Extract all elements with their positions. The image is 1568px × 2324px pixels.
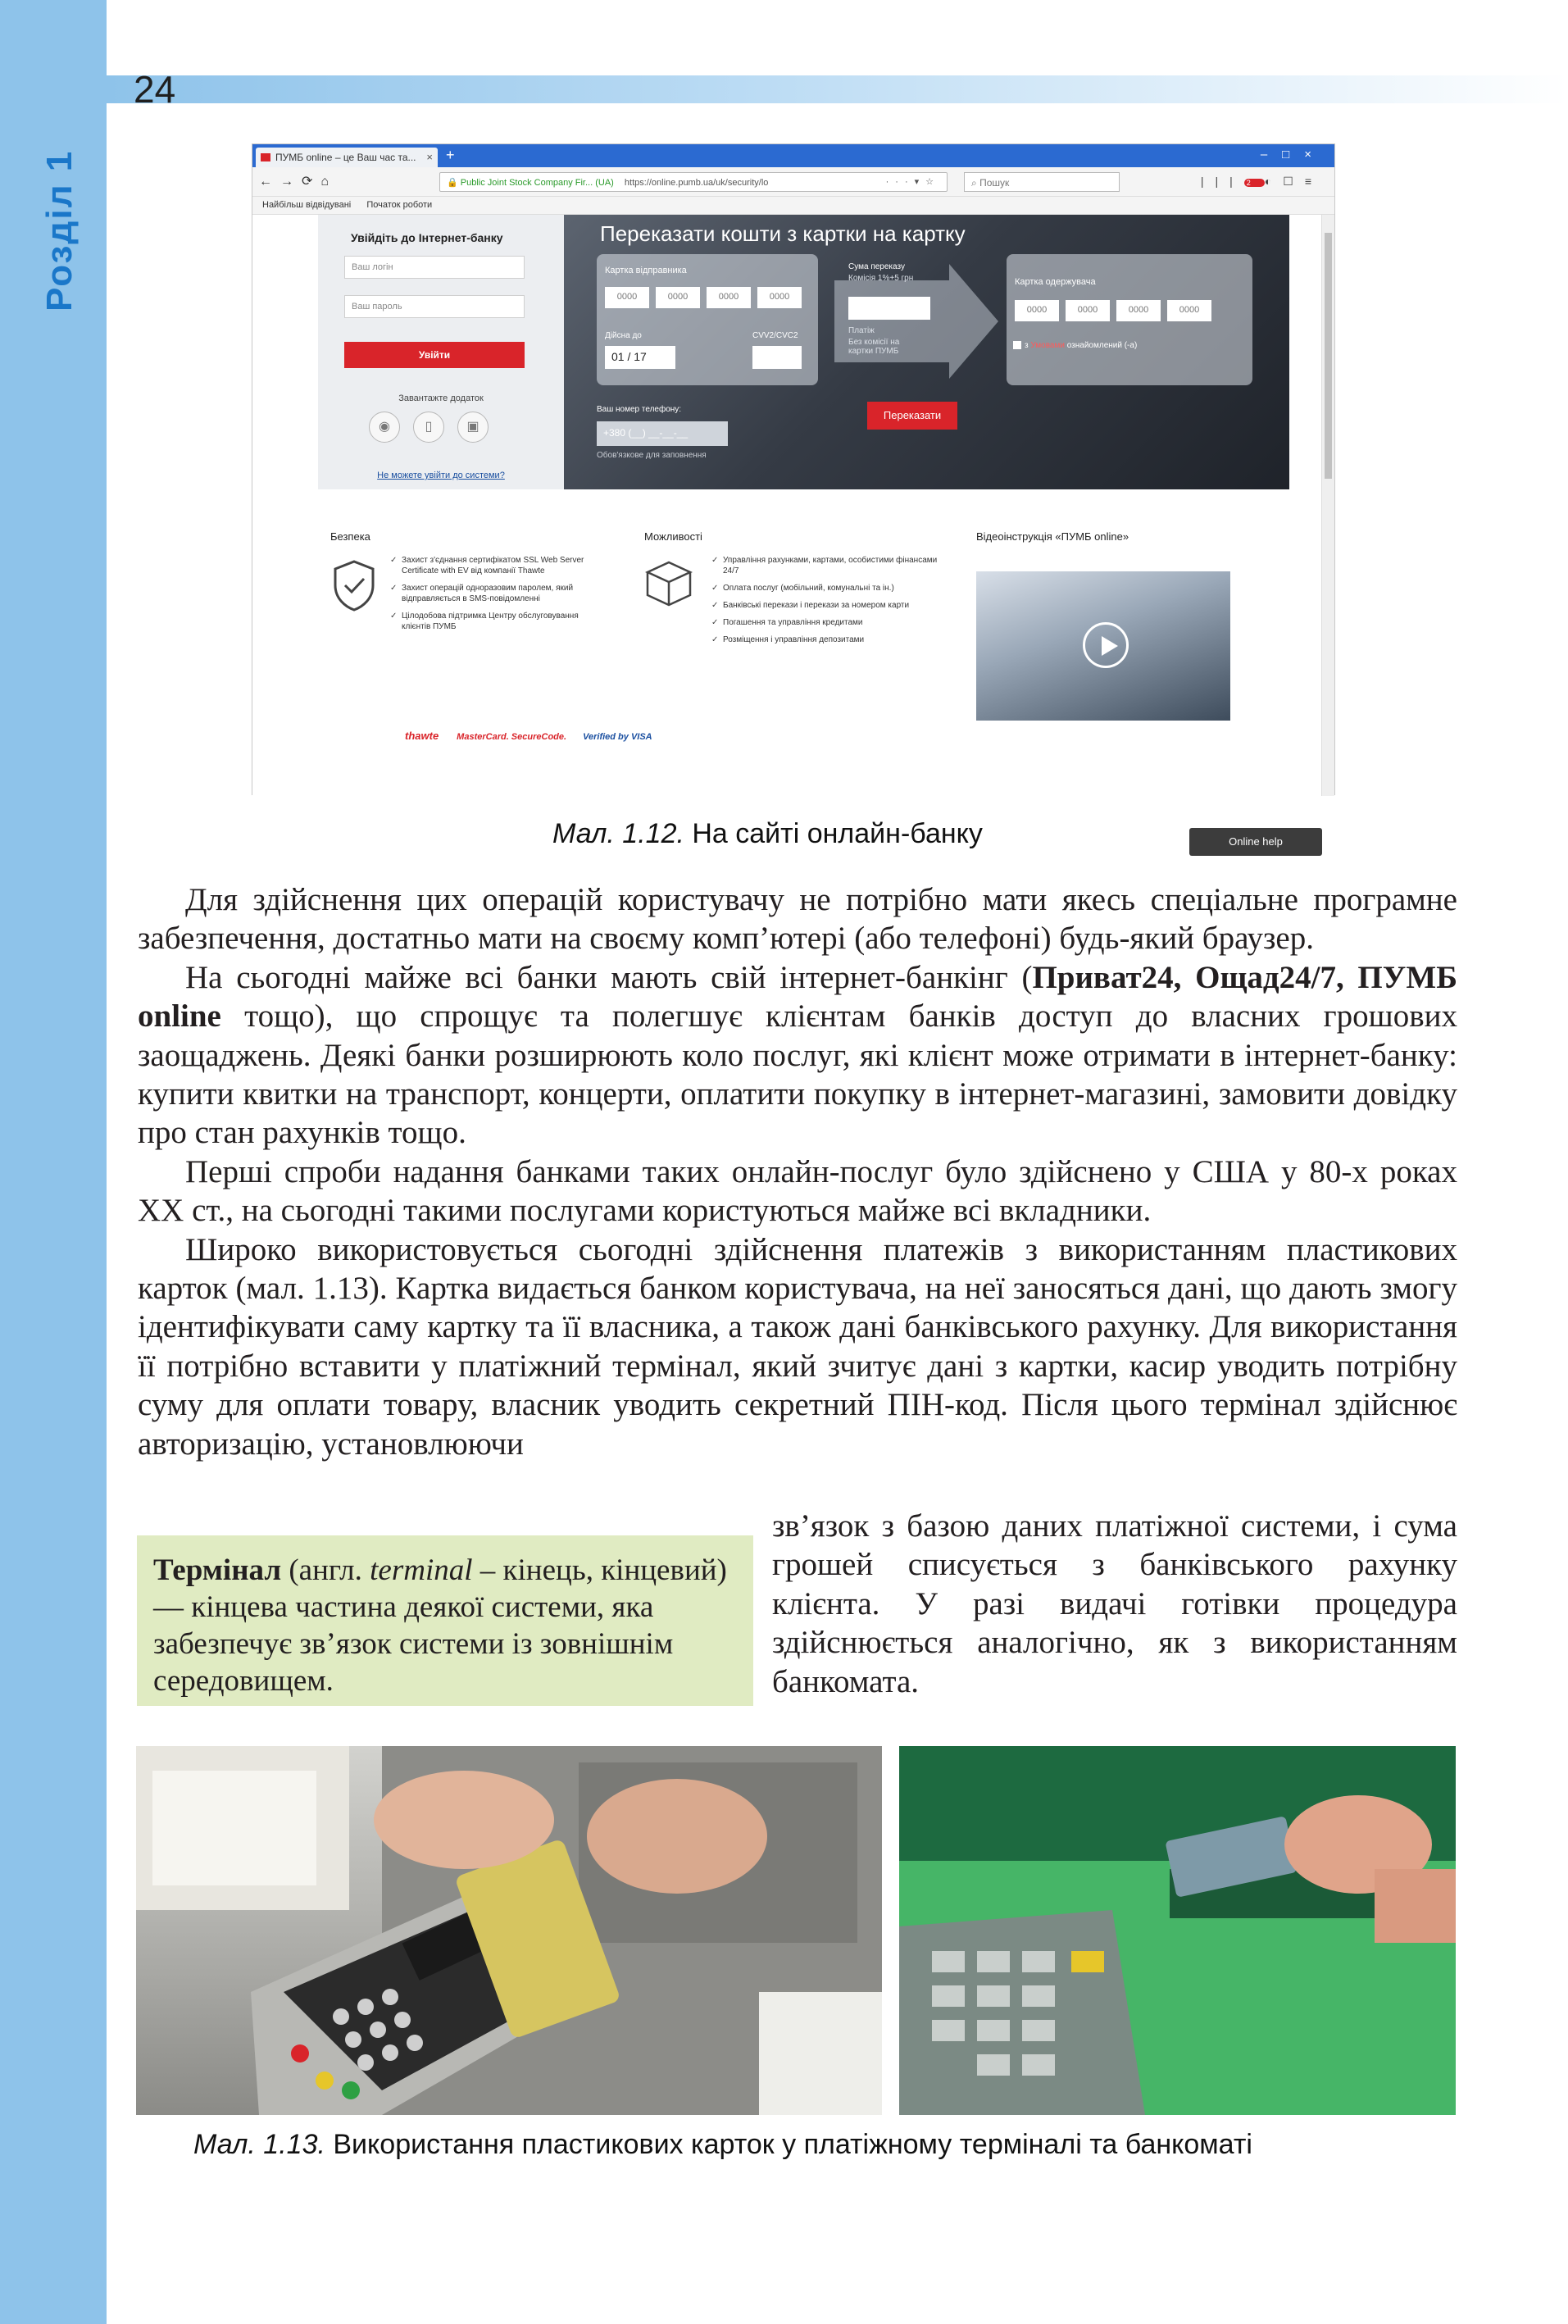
online-help-button[interactable]: Online help — [1189, 828, 1322, 856]
ios-icon[interactable]: ▯ — [413, 412, 444, 443]
search-placeholder: Пошук — [979, 177, 1010, 189]
terminal-illustration — [136, 1746, 882, 2115]
phone-input[interactable]: +380 (__) __-__-__ — [597, 421, 728, 446]
notification-badge: 2 — [1244, 179, 1265, 187]
transfer-title: Переказати кошти з картки на картку — [600, 221, 966, 246]
bank-names: Приват24, Ощад24/7, ПУМБ online — [138, 959, 1457, 1035]
scrollbar-thumb[interactable] — [1325, 233, 1332, 479]
sender-card-number[interactable] — [605, 287, 808, 308]
payment-terminal-photo — [136, 1746, 882, 2115]
definition-text: – кінець, кінцевий) — кінцева частина деякої системи, яка забезпечує зв’язок системи із зовнішнім середовищем. — [153, 1553, 727, 1698]
thawte-logo: thawte — [405, 730, 439, 742]
play-icon[interactable] — [1083, 622, 1129, 668]
browser-tab[interactable] — [256, 148, 438, 167]
tab-title: ПУМБ online – це Ваш час та... — [275, 152, 416, 163]
sender-card-label: Картка відправника — [605, 266, 687, 275]
cvv-input[interactable] — [752, 346, 802, 369]
trust-logos — [405, 730, 652, 742]
login-panel — [318, 215, 564, 489]
atm-illustration — [899, 1746, 1456, 2115]
password-input[interactable]: Ваш пароль — [344, 295, 525, 318]
windows-phone-icon[interactable]: ▣ — [457, 412, 489, 443]
url-bar[interactable] — [439, 172, 948, 192]
options-title: Можливості — [644, 530, 702, 543]
consent-prefix: з — [1025, 341, 1029, 350]
search-input[interactable] — [964, 172, 1120, 192]
fee-note: Комісія 1%+5 грн — [848, 274, 914, 283]
definition-term: Термінал — [153, 1553, 282, 1587]
recipient-card — [1007, 254, 1252, 385]
valid-input[interactable]: 01 / 17 — [605, 346, 675, 369]
valid-label: Дійсна до — [605, 331, 642, 340]
list-item: ✓ Управління рахунками, картами, особистими фінансами 24/7 — [711, 555, 949, 576]
terms-link[interactable]: Умовами — [1030, 341, 1065, 350]
fee-note-pumb: Без комісії на картки ПУМБ — [848, 338, 900, 356]
phone-label: Ваш номер телефону: — [597, 405, 682, 414]
figure-number: Мал. 1.12. — [552, 818, 684, 849]
list-item: ✓ Захист з'єднання сертифікатом SSL Web Server Certificate with EV від компанії Thawte — [390, 555, 607, 576]
consent-row[interactable] — [1013, 341, 1137, 350]
android-icon[interactable]: ◉ — [369, 412, 400, 443]
sender-card — [597, 254, 818, 385]
list-item: ✓ Захист операцій одноразовим паролем, який відправляється в SMS-повідомленні — [390, 583, 607, 604]
video-thumbnail[interactable] — [976, 571, 1230, 721]
security-title: Безпека — [330, 530, 370, 543]
card-digit-group[interactable]: 0000 — [1167, 300, 1211, 321]
card-digit-group[interactable]: 0000 — [1066, 300, 1110, 321]
security-list — [390, 555, 607, 639]
card-digit-group[interactable]: 0000 — [1116, 300, 1161, 321]
definition-box — [137, 1535, 753, 1706]
bookmark-most-visited[interactable]: Найбільш відвідувані — [262, 200, 352, 210]
shield-icon — [332, 559, 376, 612]
amount-input[interactable] — [848, 297, 930, 320]
browser-titlebar — [252, 144, 1334, 167]
login-title: Увійдіть до Інтернет-банку — [351, 231, 503, 244]
card-digit-group[interactable]: 0000 — [656, 287, 700, 308]
nav-buttons[interactable]: ←→⟳⌂ — [259, 175, 338, 189]
figure-caption-1 — [552, 818, 983, 850]
transfer-button[interactable]: Переказати — [867, 402, 957, 430]
download-app-label: Завантажте додаток — [398, 393, 484, 403]
figure-caption-text: На сайті онлайн-банку — [684, 818, 983, 849]
mastercard-securecode-logo: MasterCard. SecureCode. — [457, 732, 567, 742]
window-controls[interactable]: –□× — [1260, 148, 1326, 161]
phone-note: Обов'язкове для заповнення — [597, 451, 707, 460]
lock-icon: 🔒 — [447, 178, 461, 188]
card-digit-group[interactable]: 0000 — [1015, 300, 1059, 321]
side-color-band — [0, 0, 107, 2324]
close-tab-icon[interactable]: × — [426, 151, 433, 163]
top-color-band — [107, 75, 1568, 103]
search-icon: ⌕ — [971, 177, 980, 189]
url-organization: Public Joint Stock Company Fir... (UA) — [460, 178, 614, 188]
text-run: тощо), що спрощує та полегшує клієнтам банків доступ до власних грошових заощаджень. Деякі банки розширюють коло послуг, які клієнт може отримати в інтернет-банку: купити квитки на транспорт, концерти, оплатити покупку в інтернет-магазині, замовити довідку про стан рахунків тощо. — [138, 998, 1457, 1151]
figure-caption-2 — [193, 2129, 1252, 2161]
options-list — [711, 555, 949, 652]
list-item: ✓ Розміщення і управління депозитами — [711, 634, 949, 645]
text-run: На сьогодні майже всі банки мають свій інтернет-банкінг ( — [185, 959, 1033, 995]
paragraph — [138, 958, 1457, 1153]
amount-label: Сума переказу — [848, 262, 905, 271]
url-path: https://online.pumb.ua/uk/security/lo — [624, 178, 769, 188]
section-label: Розділ 1 — [39, 149, 80, 312]
bookmarks-bar — [252, 197, 1334, 215]
card-digit-group[interactable]: 0000 — [757, 287, 802, 308]
cant-login-link[interactable]: Не можете увійти до системи? — [377, 471, 505, 480]
scrollbar[interactable] — [1321, 215, 1334, 796]
list-item: ✓ Погашення та управління кредитами — [711, 617, 949, 628]
new-tab-icon[interactable]: + — [446, 147, 455, 163]
bookmark-getting-started[interactable]: Початок роботи — [366, 200, 433, 210]
consent-suffix: ознайомлений (-а) — [1066, 341, 1138, 350]
login-button[interactable]: Увійти — [344, 342, 525, 368]
body-text — [138, 880, 1457, 1463]
figure-number: Мал. 1.13. — [193, 2129, 325, 2160]
figure-caption-text: Використання пластикових карток у платіжному терміналі та банкоматі — [325, 2129, 1252, 2160]
card-digit-group[interactable]: 0000 — [605, 287, 649, 308]
recipient-card-number[interactable] — [1015, 300, 1218, 321]
browser-navbar — [252, 167, 1334, 197]
paragraph: Перші спроби надання банками таких онлайн-послуг було здійснено у США у 80-х роках ХХ ст., на сьогодні такими послугами користуються майже всі вкладники. — [138, 1153, 1457, 1229]
list-item: ✓ Оплата послуг (мобільний, комунальні та ін.) — [711, 583, 949, 594]
transfer-panel — [564, 215, 1289, 489]
verified-by-visa-logo: Verified by VISA — [583, 732, 652, 742]
page-number: 24 — [134, 68, 176, 111]
definition-text: (англ. — [281, 1553, 370, 1587]
url-controls[interactable]: ···▾☆ — [885, 177, 940, 187]
paragraph: Для здійснення цих операцій користувачу не потрібно мати якесь спеціальне програмне забезпечення, достатньо мати на своєму комп’ютері (або телефоні) будь-який браузер. — [138, 882, 1457, 957]
fee-note-payment: Платіж — [848, 326, 875, 335]
consent-checkbox[interactable] — [1013, 341, 1021, 349]
login-input[interactable]: Ваш логін — [344, 256, 525, 279]
boxes-icon — [644, 559, 693, 608]
list-item: ✓ Банківські перекази і перекази за номером карти — [711, 600, 949, 611]
cvv-label: CVV2/CVC2 — [752, 331, 798, 340]
atm-photo — [899, 1746, 1456, 2115]
paragraph-continuation: зв’язок з базою даних платіжної системи, і сума грошей списується з банківського рахунку клієнта. У разі видачі готівки процедура здійснюється аналогічно, як з використанням банкомата. — [772, 1508, 1457, 1699]
card-digit-group[interactable]: 0000 — [707, 287, 751, 308]
list-item: ✓ Цілодобова підтримка Центру обслуговування клієнтів ПУМБ — [390, 611, 607, 632]
app-store-icons — [369, 412, 502, 443]
definition-foreign-term: terminal — [370, 1553, 473, 1587]
toolbar-icons[interactable]: ||| 2 ◐☐≡ — [1200, 175, 1323, 188]
paragraph: Широко використовується сьогодні здійснення платежів з використанням пластикових карток (мал. 1.13). Картка видається банком користувача, на неї заносяться дані, що дають змогу ідентифікувати саму картку та її власника, а також дані банківського рахунку. Для використання її потрібно вставити у платіжний термінал, який зчитує дані з картки, касир уводить потрібну суму для оплати товару, власник уводить секретний ПІН-код. Після цього термінал здійснює авторизацію, установлюючи — [138, 1231, 1457, 1462]
video-title: Відеоінструкція «ПУМБ online» — [976, 530, 1129, 543]
pumb-favicon-icon — [261, 153, 270, 161]
recipient-card-label: Картка одержувача — [1015, 277, 1096, 287]
